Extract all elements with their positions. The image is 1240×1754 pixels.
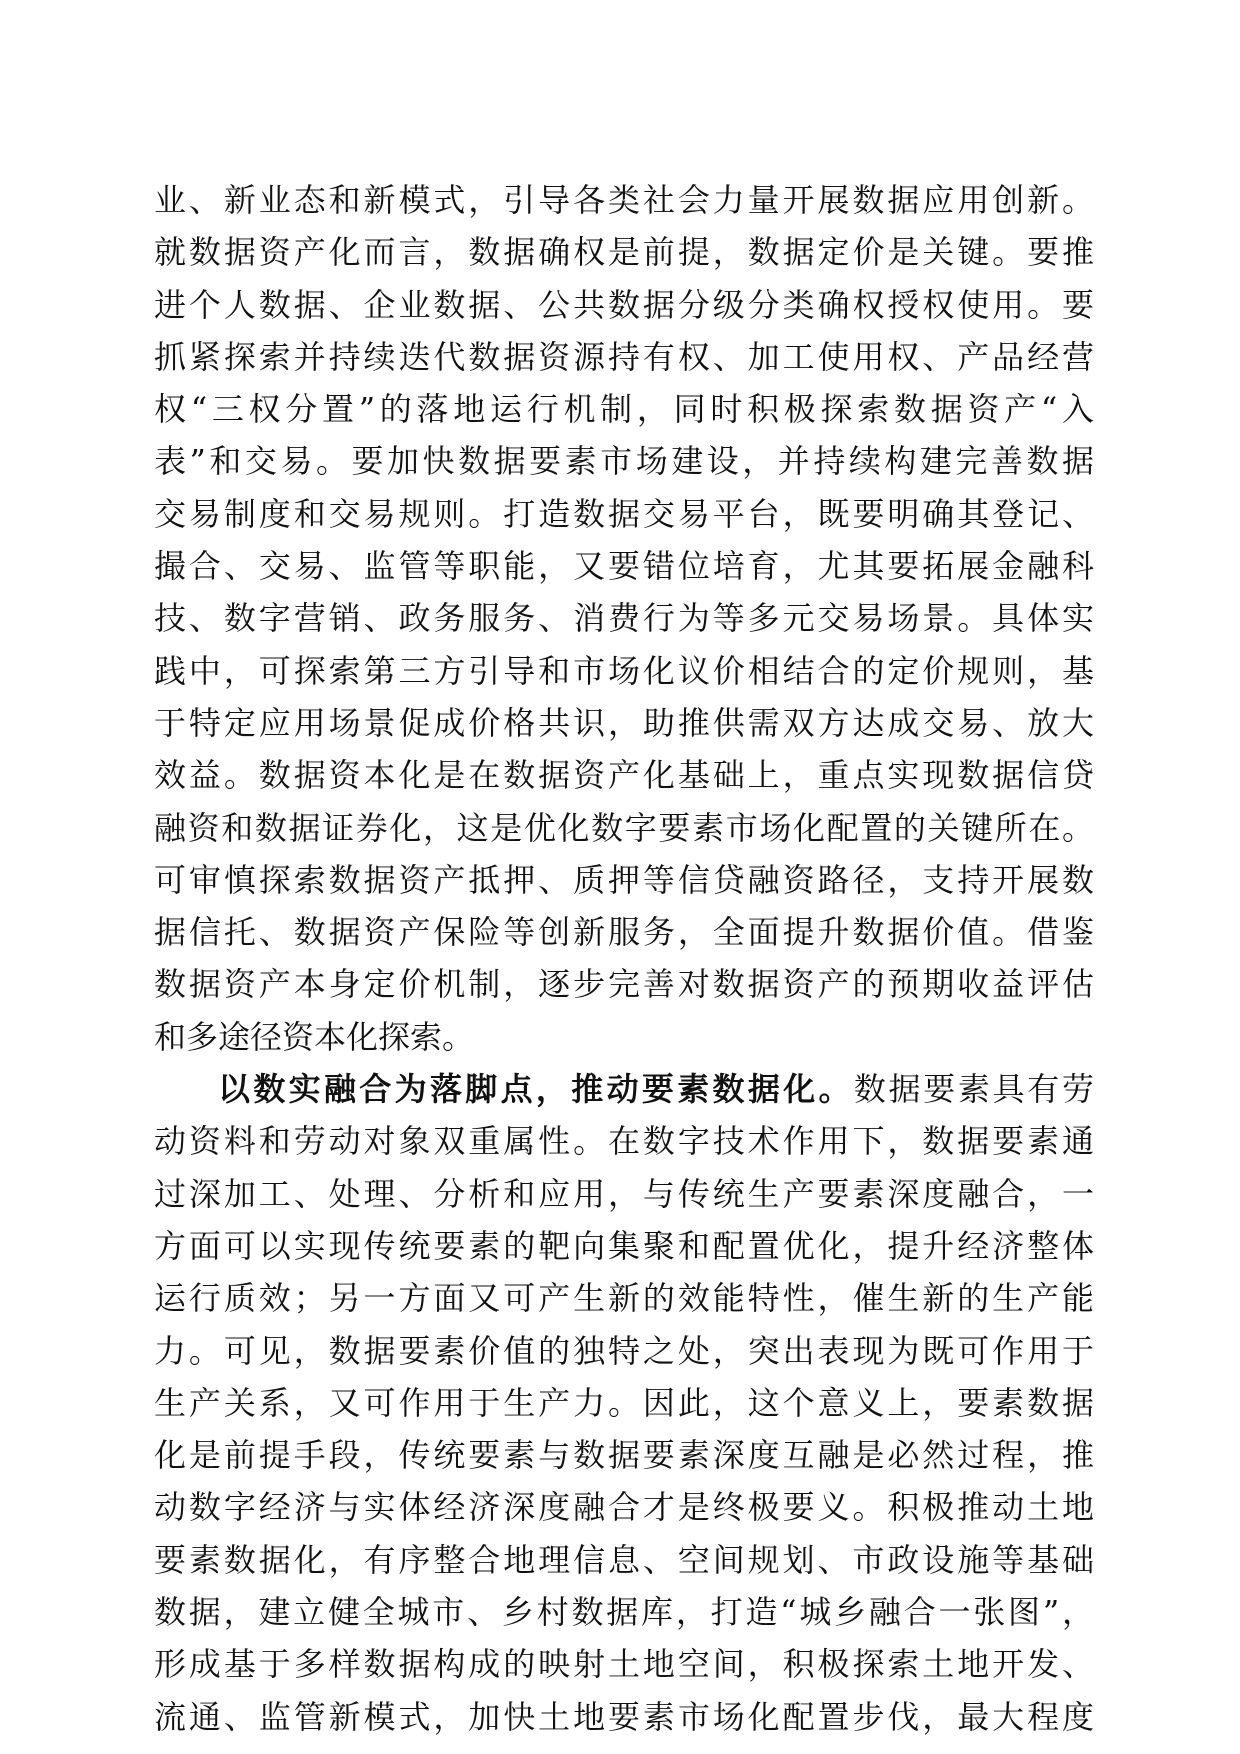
text-line: 过深加工、处理、分析和应用，与传统生产要素深度融合，一	[154, 1174, 1094, 1213]
text-line: 力。可见，数据要素价值的独特之处，突出表现为既可作用于	[154, 1331, 1094, 1370]
paragraph-factor-datafication	[154, 1063, 1094, 1743]
text-line: 形成基于多样数据构成的映射土地空间，积极探索土地开发、	[154, 1645, 1094, 1684]
text-line: 撮合、交易、监管等职能，又要错位培育，尤其要拓展金融科	[154, 547, 1094, 586]
text-line: 业、新业态和新模式，引导各类社会力量开展数据应用创新。	[154, 181, 1094, 219]
text-run: 数据要素具有劳	[853, 1070, 1094, 1109]
text-line: 表”和交易。要加快数据要素市场建设，并持续构建完善数据	[154, 442, 1094, 481]
text-line: 流通、监管新模式，加快土地要素市场化配置步伐，最大程度	[154, 1697, 1094, 1736]
text-line: 动资料和劳动对象双重属性。在数字技术作用下，数据要素通	[154, 1122, 1094, 1161]
text-line: 抓紧探索并持续迭代数据资源持有权、加工使用权、产品经营	[154, 337, 1094, 376]
text-line: 权“三权分置”的落地运行机制，同时积极探索数据资产“入	[154, 390, 1094, 429]
text-line: 交易制度和交易规则。打造数据交易平台，既要明确其登记、	[154, 494, 1094, 533]
text-line: 和多途径资本化探索。	[154, 1017, 475, 1056]
text-line: 生产关系，又可作用于生产力。因此，这个意义上，要素数据	[154, 1383, 1094, 1422]
text-line: 融资和数据证券化，这是优化数字要素市场化配置的关键所在。	[154, 808, 1094, 847]
text-line: 就数据资产化而言，数据确权是前提，数据定价是关键。要推	[154, 233, 1094, 272]
text-line: 要素数据化，有序整合地理信息、空间规划、市政设施等基础	[154, 1540, 1094, 1579]
text-line: 技、数字营销、政务服务、消费行为等多元交易场景。具体实	[154, 599, 1094, 638]
text-line: 效益。数据资本化是在数据资产化基础上，重点实现数据信贷	[154, 756, 1094, 795]
section-heading: 以数实融合为落脚点，推动要素数据化。	[218, 1070, 854, 1109]
text-line: 践中，可探索第三方引导和市场化议价相结合的定价规则，基	[154, 651, 1094, 690]
text-line: 方面可以实现传统要素的靶向集聚和配置优化，提升经济整体	[154, 1226, 1094, 1265]
text-line: 数据，建立健全城市、乡村数据库，打造“城乡融合一张图”，	[154, 1593, 1094, 1632]
text-line: 数据资产本身定价机制，逐步完善对数据资产的预期收益评估	[154, 965, 1094, 1004]
text-line: 化是前提手段，传统要素与数据要素深度互融是必然过程，推	[154, 1436, 1094, 1475]
body-text	[154, 174, 1094, 1743]
text-line: 可审慎探索数据资产抵押、质押等信贷融资路径，支持开展数	[154, 860, 1094, 899]
text-line: 于特定应用场景促成价格共识，助推供需双方达成交易、放大	[154, 703, 1094, 742]
text-line: 运行质效；另一方面又可产生新的效能特性，催生新的生产能	[154, 1279, 1094, 1318]
text-line: 进个人数据、企业数据、公共数据分级分类确权授权使用。要	[154, 285, 1094, 324]
paragraph-data-assetization	[154, 174, 1094, 1063]
text-line: 据信托、数据资产保险等创新服务，全面提升数据价值。借鉴	[154, 913, 1094, 952]
text-line: 动数字经济与实体经济深度融合才是终极要义。积极推动土地	[154, 1488, 1094, 1527]
paragraph-first-line	[154, 1063, 1094, 1115]
